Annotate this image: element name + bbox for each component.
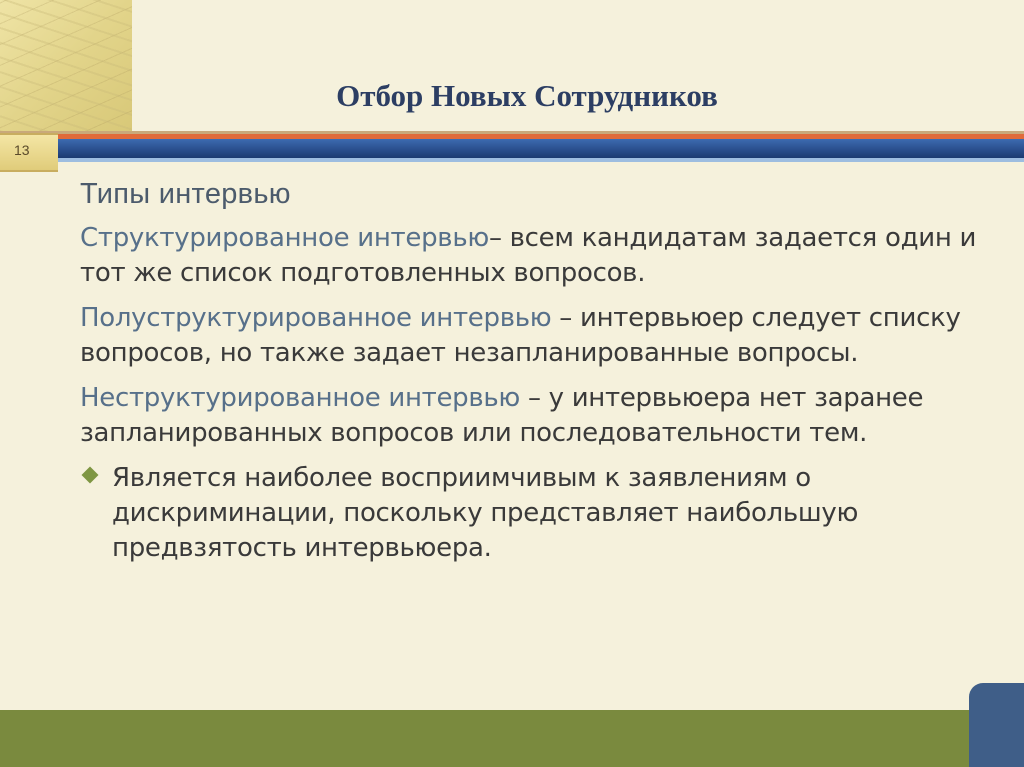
slide-number: 13 [14,142,30,158]
slide-title: Отбор Новых Сотрудников [336,78,718,113]
slide-content [80,178,985,566]
interview-type-semistructured [80,301,985,371]
term-label: Неструктурированное интервью [80,383,521,413]
diamond-bullet-icon [82,467,99,484]
header-blue-band [0,139,1024,158]
interview-type-structured [80,221,985,291]
section-heading: Типы интервью [80,178,291,210]
footer-corner-box [969,683,1024,767]
header-light-stripe [0,158,1024,162]
term-description: – всем кандидатам задается один и тот же список подготовленных вопросов. [80,223,977,288]
bullet-text: Является наиболее восприимчивым к заявлениям о дискриминации, поскольку представляет наибольшую предвзятость интервьюера. [112,463,859,563]
term-label: Структурированное интервью [80,223,489,253]
term-description: – у интервьюера нет заранее запланированных вопросов или последовательности тем. [80,383,924,448]
slide-number-tab [0,133,58,172]
interview-type-unstructured [80,381,985,451]
term-label: Полуструктурированное интервью [80,303,552,333]
term-description: – интервьюер следует списку вопросов, но также задает незапланированные вопросы. [80,303,961,368]
bullet-item [80,461,985,566]
footer-bar [0,710,1024,767]
